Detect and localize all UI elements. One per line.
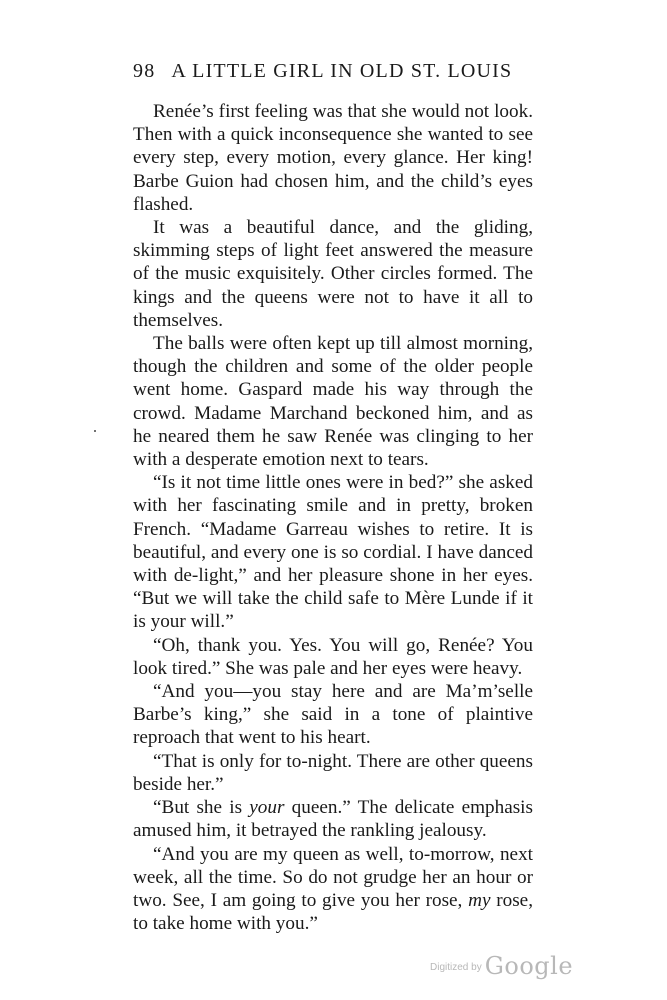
paragraph: “And you—you stay here and are Ma’m’selle Barbe’s king,” she said in a tone of plaintive reproach that went to his heart.	[133, 681, 533, 749]
paragraph: “Oh, thank you. Yes. You will go, Renée? You look tired.” She was pale and her eyes were heavy.	[133, 634, 533, 679]
stray-ink-mark	[94, 430, 96, 432]
digitized-watermark	[430, 952, 590, 980]
paragraph: “That is only for to-night. There are other queens beside her.”	[133, 750, 533, 795]
paragraph: The balls were often kept up till almost morning, though the children and some of the older people went home. Gaspard made his way through the crowd. Madame Marchand beckoned him, and as he neared them he saw Renée was clinging to her with a desperate emotion next to tears.	[133, 333, 533, 471]
paragraph: Renée’s first feeling was that she would not look. Then with a quick inconsequence she wanted to see every step, every motion, every glance. Her king! Barbe Guion had chosen him, and the child’s eyes flashed.	[133, 101, 533, 215]
digitized-by-label: Digitized by	[430, 962, 482, 973]
google-logo: Google	[484, 952, 574, 980]
paragraph: It was a beautiful dance, and the gliding, skimming steps of light feet answered the measure of the music exquisitely. Other circles formed. The kings and the queens were not to have it all to themselves.	[133, 217, 533, 331]
emphasis: your	[249, 797, 285, 819]
text-run: “And you are my queen as well, to-morrow, next week, all the time. So do not grudge her an hour or two. See, I am going to give you her rose,	[133, 843, 533, 911]
paragraph	[133, 843, 533, 936]
emphasis: my	[468, 889, 491, 911]
paragraph	[133, 796, 533, 842]
text-run: queen.” The delicate emphasis amused him, it betrayed the rankling jealousy.	[133, 797, 533, 842]
page-number: 98	[133, 60, 156, 82]
text-run: rose, to take home with you.”	[133, 889, 533, 935]
running-head	[133, 60, 533, 83]
body-text	[133, 100, 533, 935]
running-title: A LITTLE GIRL IN OLD ST. LOUIS	[171, 60, 513, 82]
text-run: “But she is	[153, 797, 250, 819]
paragraph: “Is it not time little ones were in bed?” she asked with her fascinating smile and in pretty, broken French. “Madame Garreau wishes to retire. It is beautiful, and every one is so cordial. I have danced with de-light,” and her pleasure shone in her eyes. “But we will take the child safe to Mère Lunde if it is your will.”	[133, 472, 533, 633]
